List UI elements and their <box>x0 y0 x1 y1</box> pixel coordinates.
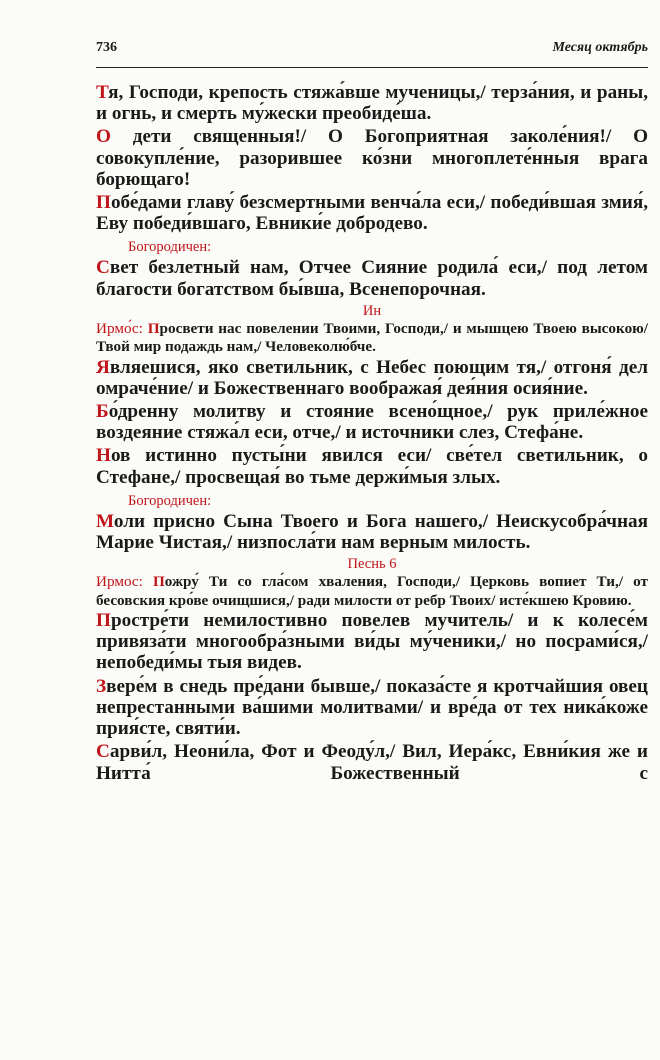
troparion-6 <box>96 401 648 443</box>
drop-initial: П <box>96 610 111 632</box>
canon-heading: Ин <box>362 302 382 319</box>
drop-initial: П <box>96 192 111 214</box>
drop-initial: О <box>96 126 111 148</box>
theotokion-label: Богородичен: <box>128 239 212 256</box>
troparion-text: ов истинно пусты́ни явился еси/ све́тел светильник, о Стефане,/ просвещая́ во тьме держи́мыя злых. <box>96 445 648 488</box>
drop-initial: Я <box>96 356 110 378</box>
page-number: 736 <box>96 40 117 55</box>
theotokion-label: Богородичен: <box>128 492 212 509</box>
troparion-text: я, Господи, крепость стяжа́вше мученицы,/ терза́ния, и раны, и огнь, и смерть му́жески преобиде́ша. <box>96 82 648 125</box>
troparion-text: арви́л, Неони́ла, Фот и Феоду́л,/ Вил, Иера́кс, Евни́кия же и Нитта́ Божественный с <box>96 741 648 784</box>
troparion-text: обе́дами главу́ безсмертными венча́ла еси,/ победи́вшая змия́, Еву победи́вшаго, Евники́е добродево. <box>96 192 648 235</box>
irmos-tag: Ирмо́с: <box>96 319 148 337</box>
ode-heading: Песнь 6 <box>347 556 397 573</box>
troparion-5 <box>96 357 648 399</box>
troparion-text: ростре́ти немилостивно повелев мучитель/ и к колесе́м привяза́ти многообра́зными ви́ды му́ченики,/ но посрами́ся,/ непобеди́мы тыя видев. <box>96 610 648 674</box>
troparion-text: оли присно Сына Твоего и Бога нашего,/ Неискусобра́чная Марие Чистая,/ низпосла́ти нам верным милость. <box>96 510 648 554</box>
irmos-1 <box>96 320 648 357</box>
troparion-text: вере́м в снедь пре́дани бывше,/ показа́сте я кротчайшия овец непрестанными ва́шими молитвами/ и вре́да от тех ника́коже прия́сте, святи́и. <box>96 675 648 740</box>
irmos-tag: Ирмос: <box>96 573 153 591</box>
drop-initial: М <box>96 510 114 532</box>
theotokion-2 <box>96 511 648 553</box>
theotokion-1 <box>96 257 648 299</box>
troparion-10 <box>96 676 648 740</box>
troparion-text: вет безлетный нам, Отчее Сияние родила́ еси,/ под летом благости богатством бы́вша, Всенепорочная. <box>96 257 648 300</box>
drop-initial: С <box>96 257 110 279</box>
troparion-3 <box>96 192 648 234</box>
troparion-7 <box>96 445 648 487</box>
drop-initial: П <box>152 573 165 591</box>
troparion-9 <box>96 610 648 674</box>
drop-initial: З <box>96 675 107 697</box>
header-rule <box>96 67 648 68</box>
drop-initial: Б <box>96 401 109 423</box>
drop-initial: Н <box>96 445 111 467</box>
irmos-2 <box>96 573 648 610</box>
irmos-text: ожру́ Ти со гла́сом хваления, Господи,/ Церковь вопиет Ти,/ от бесовския кро́ве очищшися,/ ради милости от ребр Твоих/ исте́кшею Кровию. <box>96 573 648 609</box>
troparion-11 <box>96 741 648 783</box>
running-title: Месяц октябрь <box>552 40 648 55</box>
drop-initial: П <box>147 319 160 337</box>
page-body <box>96 82 648 784</box>
troparion-2 <box>96 126 648 190</box>
running-header <box>96 38 648 60</box>
drop-initial: С <box>96 741 110 763</box>
troparion-1 <box>96 82 648 124</box>
troparion-text: о́дренну молитву и стояние всено́щное,/ рук приле́жное воздеяние стяжа́л еси, отче,/ и источники слез, Стефа́не. <box>96 401 648 444</box>
irmos-text: росвети нас повелении Твоими, Господи,/ и мышцею Твоею высокою/ Твой мир подаждь нам,/ Человеколю́бче. <box>96 319 648 356</box>
troparion-text: дети священныя!/ О Богоприятная заколе́ния!/ О совокупле́ние, разорившее ко́зни многоплете́нныя врага борющаго! <box>96 126 648 190</box>
drop-initial: Т <box>96 82 109 103</box>
troparion-text: вляешися, яко светильник, с Небес поющим тя,/ отгоня́ дел омраче́ние/ и Божественнаго воображая́ дея́ния осия́ние. <box>96 356 648 399</box>
